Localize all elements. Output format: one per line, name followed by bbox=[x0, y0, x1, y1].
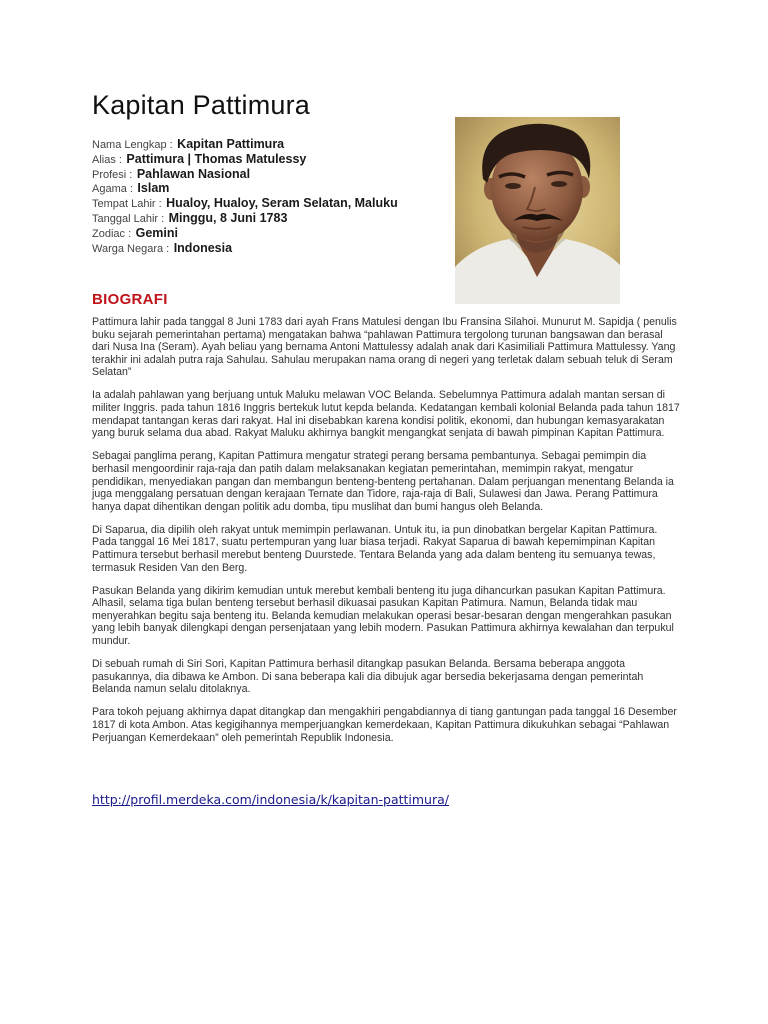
bio-paragraph: Ia adalah pahlawan yang berjuang untuk Maluku melawan VOC Belanda. Sebelumnya Pattimura adalah mantan sersan di militer Inggris. pada tahun 1816 Inggris bertekuk lutut kepda belanda. Kedatangan kembali kolonial Belanda pada tahun 1817 mendapat tantangan keras dari rakyat. Hal ini disebabkan karena kondisi politik, ekonomi, dan hubungan kemasyarakatan yang buruk selama dua abad. Rakyat Maluku akhirnya bangkit mengangkat senjata di bawah pimpinan Kapitan Pattimura. bbox=[92, 389, 680, 440]
section-heading-biografi: BIOGRAFI bbox=[92, 291, 168, 308]
profile-row-zodiac bbox=[92, 226, 398, 241]
profile-info bbox=[92, 137, 398, 255]
profile-value: Indonesia bbox=[173, 240, 233, 255]
profile-value: Pahlawan Nasional bbox=[136, 166, 251, 181]
portrait-image bbox=[455, 117, 620, 304]
profile-label: Warga Negara : bbox=[92, 242, 170, 255]
bio-paragraph: Di sebuah rumah di Siri Sori, Kapitan Pattimura berhasil ditangkap pasukan Belanda. Bersama beberapa anggota pasukannya, dia dibawa ke Ambon. Di sana beberapa kali dia dibujuk agar bersedia bekerjasama dengan pemerintah Belanda namun selalu ditolaknya. bbox=[92, 658, 644, 696]
profile-value: Gemini bbox=[135, 225, 178, 240]
profile-row-birthplace bbox=[92, 196, 398, 211]
page-title: Kapitan Pattimura bbox=[92, 90, 311, 120]
bio-paragraph: Di Saparua, dia dipilih oleh rakyat untuk memimpin perlawanan. Untuk itu, ia pun dinobatkan bergelar Kapitan Pattimura. Pada tanggal 16 Mei 1817, suatu pertempuran yang luar biasa terjadi. Rakyat Saparua di bawah kepemimpinan Kapitan Pattimura tersebut berhasil merebut benteng Duurstede. Tentara Belanda yang ada dalam benteng itu semuanya tewas, termasuk Residen Van den Berg. bbox=[92, 523, 658, 574]
profile-label: Nama Lengkap : bbox=[92, 139, 173, 151]
bio-paragraph: Pasukan Belanda yang dikirim kemudian untuk merebut kembali benteng itu juga dihancurkan pasukan Kapitan Pattimura. Alhasil, selama tiga bulan benteng tersebut berhasil dikuasai pasukan Kapitan Patimura. Namun, Belanda tidak mau menyerahkan begitu saja benteng itu. Belanda kemudian melakukan operasi besar-besaran dengan mengerahkan pasukan yang lebih banyak dilengkapi dengan persenjataan yang lebih modern. Pasukan Pattimura akhirnya kewalahan dan terpukul mundur. bbox=[92, 584, 674, 648]
biography-text bbox=[92, 316, 682, 755]
profile-row-full-name bbox=[92, 137, 398, 152]
profile-row-birthdate bbox=[92, 211, 398, 226]
profile-label: Agama : bbox=[92, 183, 133, 196]
profile-row-profession bbox=[92, 167, 398, 182]
profile-label: Zodiac : bbox=[92, 227, 132, 240]
profile-value: Pattimura | Thomas Matulessy bbox=[126, 151, 307, 166]
profile-label: Tanggal Lahir : bbox=[92, 212, 165, 225]
profile-label: Alias : bbox=[92, 153, 122, 166]
profile-row-alias bbox=[92, 152, 398, 167]
source-link[interactable]: http://profil.merdeka.com/indonesia/k/kapitan-pattimura/ bbox=[92, 792, 449, 807]
profile-label: Tempat Lahir : bbox=[92, 198, 162, 211]
profile-label: Profesi : bbox=[92, 168, 133, 181]
bio-paragraph: Pattimura lahir pada tanggal 8 Juni 1783 dari ayah Frans Matulesi dengan Ibu Fransina Silahoi. Munurut M. Sapidja ( penulis buku sejarah pemerintahan pertama) mengatakan bahwa “pahlawan Pattimura tergolong turunan bangsawan dan berasal dari Nusa Ina (Seram). Ayah beliau yang bernama Antoni Mattulessy adalah anak dari Kasimiliali Pattimura Mattulessy. Yang terakhir ini adalah putra raja Sahulau. Sahulau merupakan nama orang di negeri yang terletak dalam sebuah teluk di Seram Selatan” bbox=[92, 316, 677, 379]
profile-value: Minggu, 8 Juni 1783 bbox=[168, 210, 288, 225]
profile-row-citizenship bbox=[92, 241, 398, 256]
profile-row-religion bbox=[92, 181, 398, 196]
profile-value: Islam bbox=[137, 181, 170, 196]
profile-value: Kapitan Pattimura bbox=[177, 137, 285, 151]
profile-value: Hualoy, Hualoy, Seram Selatan, Maluku bbox=[166, 196, 398, 211]
bio-paragraph: Para tokoh pejuang akhirnya dapat ditangkap dan mengakhiri pengabdiannya di tiang gantungan pada tanggal 16 Desember 1817 di kota Ambon. Atas kegigihannya memperjuangkan kemerdekaan, Kapitan Pattimura dikukuhkan sebagai “Pahlawan Perjuangan Kemerdekaan” oleh pemerintah Republik Indonesia. bbox=[92, 706, 677, 744]
bio-paragraph: Sebagai panglima perang, Kapitan Pattimura mengatur strategi perang bersama pembantunya. Sebagai pemimpin dia berhasil mengoordinir raja-raja dan patih dalam melaksanakan kegiatan pemerintahan, memimpin rakyat, mengatur pendidikan, menyediakan pangan dan membangun benteng-benteng pertahanan. Dalam perjuangan menentang Belanda ia juga menggalang persatuan dengan kerajaan Ternate dan Tidore, raja-raja di Bali, Sulawesi dan Jawa. Perang Pattimura hanya dapat dihentikan dengan politik adu domba, tipu muslihat dan bumi hangus oleh Belanda. bbox=[92, 450, 674, 513]
